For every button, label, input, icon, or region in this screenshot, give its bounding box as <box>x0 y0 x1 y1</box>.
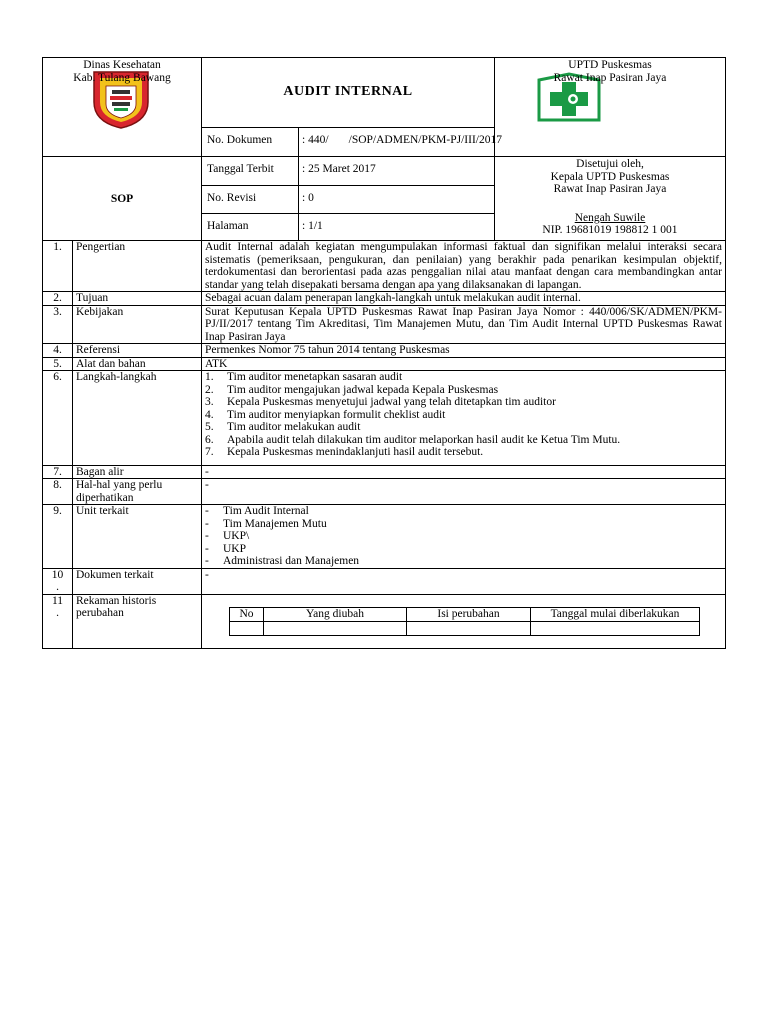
table-row <box>43 465 726 479</box>
table-row <box>43 594 726 648</box>
row-number: 7. <box>43 465 73 479</box>
list-item: - UKP <box>205 542 247 555</box>
row-label: Unit terkait <box>73 505 202 569</box>
row-label: Rekaman historis perubahan <box>73 594 202 648</box>
pengertian-text: Audit Internal adalah kegiatan mengumpulakan informasi faktual dan signifikan melalui interaksi secara sistematis (pemeriksaan, pengukuran, dan penilaian) yang berakhir pada penarikan kesimpulan objektif, terdokumentasi dan berorientasi pada azas penggalian nilai atau manfaat dengan cara membandingkan antar standar yang telah disepakati bersama dengan apa yang dilaksanakan di lapangan. <box>202 241 726 292</box>
list-item: - Tim Manajemen Mutu <box>205 517 327 530</box>
dokumen-terkait-text: - <box>202 568 726 594</box>
referensi-text: Permenkes Nomor 75 tahun 2014 tentang Puskesmas <box>202 344 726 358</box>
row-number: 11 . <box>43 594 73 648</box>
list-item: 2. Tim auditor mengajukan jadwal kepada Kepala Puskesmas <box>205 383 499 396</box>
steps-cell <box>202 371 726 466</box>
no-revisi-label: No. Revisi <box>202 186 299 214</box>
approved-org-line: Rawat Inap Pasiran Jaya <box>553 183 667 195</box>
row-number: 9. <box>43 505 73 569</box>
approval-block <box>495 157 726 241</box>
approved-position-line: Kepala UPTD Puskesmas <box>550 170 670 183</box>
table-row <box>43 292 726 306</box>
list-item: 7. Kepala Puskesmas menindaklanjuti hasil audit tersebut. <box>205 446 484 458</box>
row-label: Referensi <box>73 344 202 358</box>
list-item: 1. Tim auditor menetapkan sasaran audit <box>205 371 403 383</box>
row-label: Hal-hal yang perlu diperhatikan <box>73 479 202 505</box>
sop-document <box>42 57 725 649</box>
units-cell <box>202 505 726 569</box>
table-row <box>43 479 726 505</box>
table-row <box>43 241 726 292</box>
history-header-no: No <box>230 607 264 621</box>
history-header-date: Tanggal mulai diberlakukan <box>531 607 700 621</box>
list-item: 4. Tim auditor menyiapkan formulit cheklist audit <box>205 408 446 421</box>
left-logo-cell <box>43 58 202 157</box>
steps-list <box>205 371 722 459</box>
row-label: Bagan alir <box>73 465 202 479</box>
row-label: Alat dan bahan <box>73 357 202 371</box>
row-number: 5. <box>43 357 73 371</box>
tanggal-terbit-label: Tanggal Terbit <box>202 157 299 186</box>
row-number: 6. <box>43 371 73 466</box>
history-cell <box>202 594 726 648</box>
approved-by-line: Disetujui oleh, <box>576 158 644 170</box>
no-dokumen-value: : 440/ /SOP/ADMEN/PKM-PJ/III/2017 <box>299 127 495 156</box>
row-label: Pengertian <box>73 241 202 292</box>
approver-name: Nengah Suwile <box>574 211 646 224</box>
halaman-value: : 1/1 <box>299 214 495 241</box>
left-org-line1: Dinas Kesehatan <box>83 59 161 71</box>
table-row <box>43 357 726 371</box>
table-row <box>43 505 726 569</box>
row-number: 1. <box>43 241 73 292</box>
list-item: 5. Tim auditor melakukan audit <box>205 421 361 433</box>
table-row <box>43 568 726 594</box>
row-number: 10 . <box>43 568 73 594</box>
history-header-content: Isi perubahan <box>407 607 531 621</box>
list-item: 3. Kepala Puskesmas menyetujui jadwal yang telah ditetapkan tim auditor <box>205 396 556 408</box>
right-logo-cell <box>495 58 726 157</box>
no-dokumen-label: No. Dokumen <box>202 127 299 156</box>
row-label: Dokumen terkait <box>73 568 202 594</box>
list-item: 6. Apabila audit telah dilakukan tim auditor melaporkan hasil audit ke Ketua Tim Mutu. <box>205 433 621 446</box>
content-table <box>42 240 726 649</box>
units-list <box>205 505 722 568</box>
row-number: 3. <box>43 305 73 344</box>
row-number: 8. <box>43 479 73 505</box>
right-org-line2: Rawat Inap Pasiran Jaya <box>553 72 667 84</box>
no-revisi-value: : 0 <box>299 186 495 214</box>
approver-nip: NIP. 19681019 198812 1 001 <box>542 224 678 236</box>
table-row <box>43 371 726 466</box>
right-org-line1: UPTD Puskesmas <box>568 59 652 71</box>
kebijakan-text: Surat Keputusan Kepala UPTD Puskesmas Rawat Inap Pasiran Jaya Nomor : 440/006/SK/ADMEN/PKM-PJ/II/2017 tentang Tim Akreditasi, Tim Manajemen Mutu, dan Tim Audit Internal UPTD Puskesmas Rawat Inap Pasiran Jaya <box>202 305 726 344</box>
row-number: 4. <box>43 344 73 358</box>
tanggal-terbit-value: : 25 Maret 2017 <box>299 157 495 186</box>
history-table <box>229 607 700 636</box>
row-label: Kebijakan <box>73 305 202 344</box>
row-number: 2. <box>43 292 73 306</box>
table-row <box>230 621 700 635</box>
document-title: AUDIT INTERNAL <box>283 84 413 100</box>
alat-bahan-text: ATK <box>202 357 726 371</box>
list-item: - UKP\ <box>205 530 250 542</box>
sop-label: SOP <box>43 157 202 241</box>
row-label: Tujuan <box>73 292 202 306</box>
table-row <box>43 344 726 358</box>
left-org-line2: Kab. Tulang Bawang <box>73 72 171 84</box>
hal-perlu-text: - <box>202 479 726 505</box>
tujuan-text: Sebagai acuan dalam penerapan langkah-langkah untuk melakukan audit internal. <box>202 292 726 306</box>
table-row <box>43 305 726 344</box>
row-label: Langkah-langkah <box>73 371 202 466</box>
title-cell <box>202 58 495 128</box>
list-item: - Administrasi dan Manajemen <box>205 555 360 567</box>
bagan-alir-text: - <box>202 465 726 479</box>
history-header-changed: Yang diubah <box>264 607 407 621</box>
halaman-label: Halaman <box>202 214 299 241</box>
list-item: - Tim Audit Internal <box>205 505 309 517</box>
header-table <box>42 57 726 241</box>
